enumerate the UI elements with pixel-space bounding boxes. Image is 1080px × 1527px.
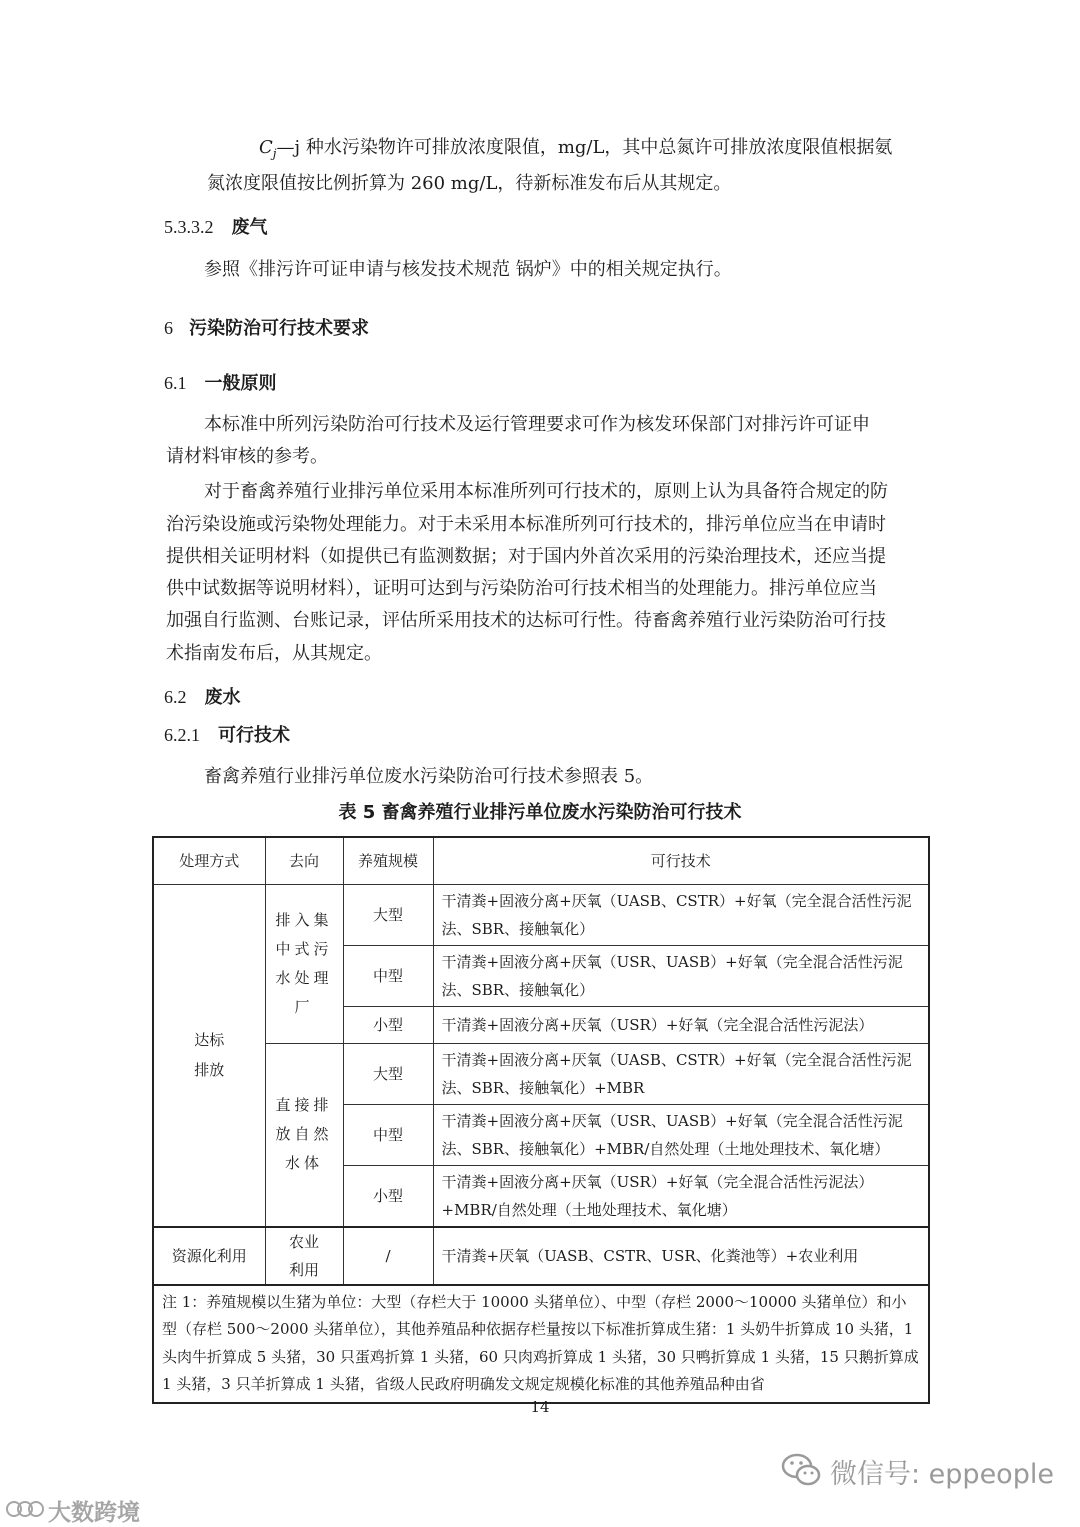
header-method: 处理方式 <box>153 837 265 884</box>
cj-definition-line1 <box>259 136 892 166</box>
section-61-p2-line3: 提供相关证明材料（如提供已有监测数据；对于国内外首次采用的污染治理技术，还应当提 <box>166 546 886 567</box>
section-number: 6.2.1 <box>164 725 200 745</box>
scale-cell: 大型 <box>343 884 433 945</box>
table-header-row <box>153 837 929 884</box>
section-title: 废气 <box>231 217 268 238</box>
technology-cell: 干清粪+厌氧（UASB、CSTR、USR、化粪池等）+农业利用 <box>433 1227 929 1285</box>
section-61-p2-line1: 对于畜禽养殖行业排污单位采用本标准所列可行技术的，原则上认为具备符合规定的防 <box>204 481 888 502</box>
section-621-heading <box>164 721 290 747</box>
wechat-id: 微信号: eppeople <box>830 1459 1054 1490</box>
section-number: 6 <box>164 318 173 338</box>
table-caption: 表 5 畜禽养殖行业排污单位废水污染防治可行技术 <box>338 802 742 823</box>
technology-cell: 干清粪+固液分离+厌氧（USR）+好氧（完全混合活性污泥法）+MBR/自然处理（土地处理技术、氧化塘） <box>433 1165 929 1227</box>
section-number: 6.1 <box>164 373 187 393</box>
scale-cell: / <box>343 1227 433 1285</box>
destination-central-plant: 排入集 中式污 水处理 厂 <box>265 884 343 1043</box>
section-61-p2-line2: 治污染设施或污染物处理能力。对于未采用本标准所列可行技术的，排污单位应当在申请时 <box>166 514 886 535</box>
section-61-p2-line4: 供中试数据等说明材料），证明可达到与污染防治可行技术相当的处理能力。排污单位应当 <box>166 578 877 599</box>
scale-cell: 大型 <box>343 1043 433 1104</box>
scale-cell: 小型 <box>343 1006 433 1043</box>
method-resource-use: 资源化利用 <box>153 1227 265 1285</box>
wechat-watermark <box>780 1448 1070 1492</box>
technology-cell: 干清粪+固液分离+厌氧（UASB、CSTR）+好氧（完全混合活性污泥法、SBR、接触氧化） <box>433 884 929 945</box>
section-title: 废水 <box>204 687 241 708</box>
table-row <box>153 884 929 945</box>
technology-cell: 干清粪+固液分离+厌氧（UASB、CSTR）+好氧（完全混合活性污泥法、SBR、接触氧化）+MBR <box>433 1043 929 1104</box>
technology-cell: 干清粪+固液分离+厌氧（USR、UASB）+好氧（完全混合活性污泥法、SBR、接触氧化） <box>433 945 929 1006</box>
section-61-p2-line5: 加强自行监测、台账记录，评估所采用技术的达标可行性。待畜禽养殖行业污染防治可行技 <box>166 610 886 631</box>
header-destination: 去向 <box>265 837 343 884</box>
brand-name: 大数跨境 <box>48 1500 140 1526</box>
destination-natural-water: 直接排 放自然 水体 <box>265 1043 343 1227</box>
technology-cell: 干清粪+固液分离+厌氧（USR、UASB）+好氧（完全混合活性污泥法、SBR、接触氧化）+MBR/自然处理（土地处理技术、氧化塘） <box>433 1104 929 1165</box>
brand-logo-icon <box>6 1498 44 1520</box>
brand-watermark <box>6 1494 206 1526</box>
header-technology: 可行技术 <box>433 837 929 884</box>
scale-cell: 中型 <box>343 1104 433 1165</box>
scale-cell: 中型 <box>343 945 433 1006</box>
section-621-text: 畜禽养殖行业排污单位废水污染防治可行技术参照表 5。 <box>204 766 654 787</box>
technology-cell: 干清粪+固液分离+厌氧（USR）+好氧（完全混合活性污泥法） <box>433 1006 929 1043</box>
section-61-p1-line2: 请材料审核的参考。 <box>166 446 328 467</box>
section-61-p1-line1: 本标准中所列污染防治可行技术及运行管理要求可作为核发环保部门对排污许可证申 <box>204 414 870 435</box>
method-standard-discharge: 达标 排放 <box>153 884 265 1227</box>
table-note: 注 1：养殖规模以生猪为单位：大型（存栏大于 10000 头猪单位）、中型（存栏 2000～10000 头猪单位）和小型（存栏 500～2000 头猪单位），其他养殖品种依据存栏量按以下标准折算成生猪：1 头奶牛折算成 10 头猪，1 头肉牛折算成 5 头猪，30 只蛋鸡折算 1 头猪，60 只肉鸡折算成 1 头猪，30 只鸭折算成 1 头猪，15 只鹅折算成 1 头猪，3 只羊折算成 1 头猪，省级人民政府明确发文规定规模化标准的其他养殖品种由省 <box>153 1285 929 1403</box>
section-61-p2-line6: 术指南发布后，从其规定。 <box>166 643 382 664</box>
section-title: 一般原则 <box>204 373 277 394</box>
section-number: 5.3.3.2 <box>164 217 214 237</box>
cj-symbol: C <box>259 137 273 158</box>
table-note-row <box>153 1285 929 1403</box>
cj-definition-line2: 氮浓度限值按比例折算为 260 mg/L，待新标准发布后从其规定。 <box>207 173 732 194</box>
section-5332-text: 参照《排污许可证申请与核发技术规范 锅炉》中的相关规定执行。 <box>204 259 732 280</box>
section-title: 污染防治可行技术要求 <box>189 318 369 339</box>
page-number: 14 <box>530 1398 550 1416</box>
section-6-heading <box>164 314 369 340</box>
cj-text: —j 种水污染物许可排放浓度限值，mg/L，其中总氮许可排放浓度限值根据氨 <box>276 137 893 158</box>
header-scale: 养殖规模 <box>343 837 433 884</box>
destination-agriculture: 农业 利用 <box>265 1227 343 1285</box>
table-row-resource <box>153 1227 929 1285</box>
section-title: 可行技术 <box>218 725 290 746</box>
scale-cell: 小型 <box>343 1165 433 1227</box>
feasible-technology-table <box>152 836 930 1404</box>
cj-subscript: j <box>272 146 277 161</box>
section-62-heading <box>164 683 241 709</box>
section-61-heading <box>164 369 277 395</box>
section-number: 6.2 <box>164 687 187 707</box>
table-row <box>153 1043 929 1104</box>
wechat-icon <box>780 1450 824 1490</box>
section-5332-heading <box>164 213 268 239</box>
